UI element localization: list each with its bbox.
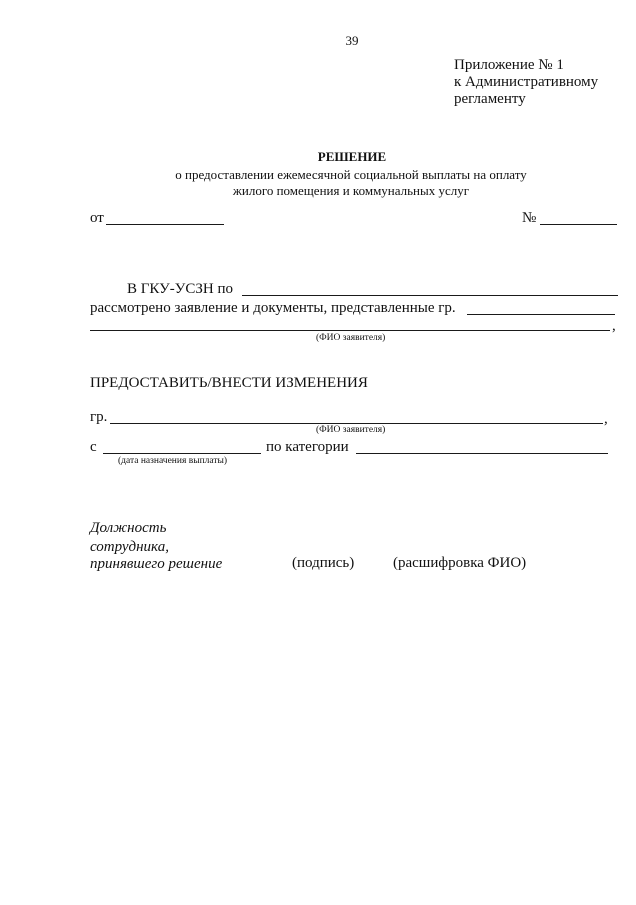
document-title: РЕШЕНИЕ xyxy=(317,149,387,164)
agency-field-line[interactable] xyxy=(242,295,618,296)
date-caption: (дата назначения выплаты) xyxy=(118,456,228,466)
appendix-note xyxy=(454,57,598,108)
number-label: № xyxy=(522,210,537,226)
appendix-line-3: регламенту xyxy=(454,91,526,107)
start-date-field-line[interactable] xyxy=(103,453,261,454)
reviewed-label: рассмотрено заявление и документы, представленные гр. xyxy=(90,300,456,316)
applicant-comma: , xyxy=(612,318,616,334)
citizen-label: гр. xyxy=(90,409,108,425)
citizen-field-line[interactable] xyxy=(110,423,603,424)
position-line-1: Должность xyxy=(90,520,167,536)
name-decoding-label: (расшифровка ФИО) xyxy=(393,555,527,571)
position-line-2: сотрудника, xyxy=(90,539,169,555)
citizen-comma: , xyxy=(604,411,608,427)
subtitle-line-1: о предоставлении ежемесячной социальной выплаты на оплату xyxy=(175,167,527,182)
signature-label: (подпись) xyxy=(292,555,355,571)
page-number: 39 xyxy=(345,33,359,48)
applicant-caption: (ФИО заявителя) xyxy=(316,333,386,343)
agency-label: В ГКУ-УСЗН по xyxy=(127,281,233,297)
citizen-caption: (ФИО заявителя) xyxy=(316,425,386,435)
from-label: с xyxy=(90,439,97,455)
decision-heading: ПРЕДОСТАВИТЬ/ВНЕСТИ ИЗМЕНЕНИЯ xyxy=(90,375,368,391)
number-field-line[interactable] xyxy=(540,224,617,225)
document-subtitle xyxy=(0,167,636,199)
category-label: по категории xyxy=(266,439,349,455)
appendix-line-1: Приложение № 1 xyxy=(454,57,564,73)
applicant-field-line-1[interactable] xyxy=(467,314,615,315)
subtitle-line-2: жилого помещения и коммунальных услуг xyxy=(232,183,470,198)
applicant-field-line-2[interactable] xyxy=(90,330,610,331)
category-field-line[interactable] xyxy=(356,453,608,454)
date-label: от xyxy=(90,210,104,226)
appendix-line-2: к Административному xyxy=(454,74,599,90)
position-line-3: принявшего решение xyxy=(90,556,223,572)
date-field-line[interactable] xyxy=(106,224,224,225)
